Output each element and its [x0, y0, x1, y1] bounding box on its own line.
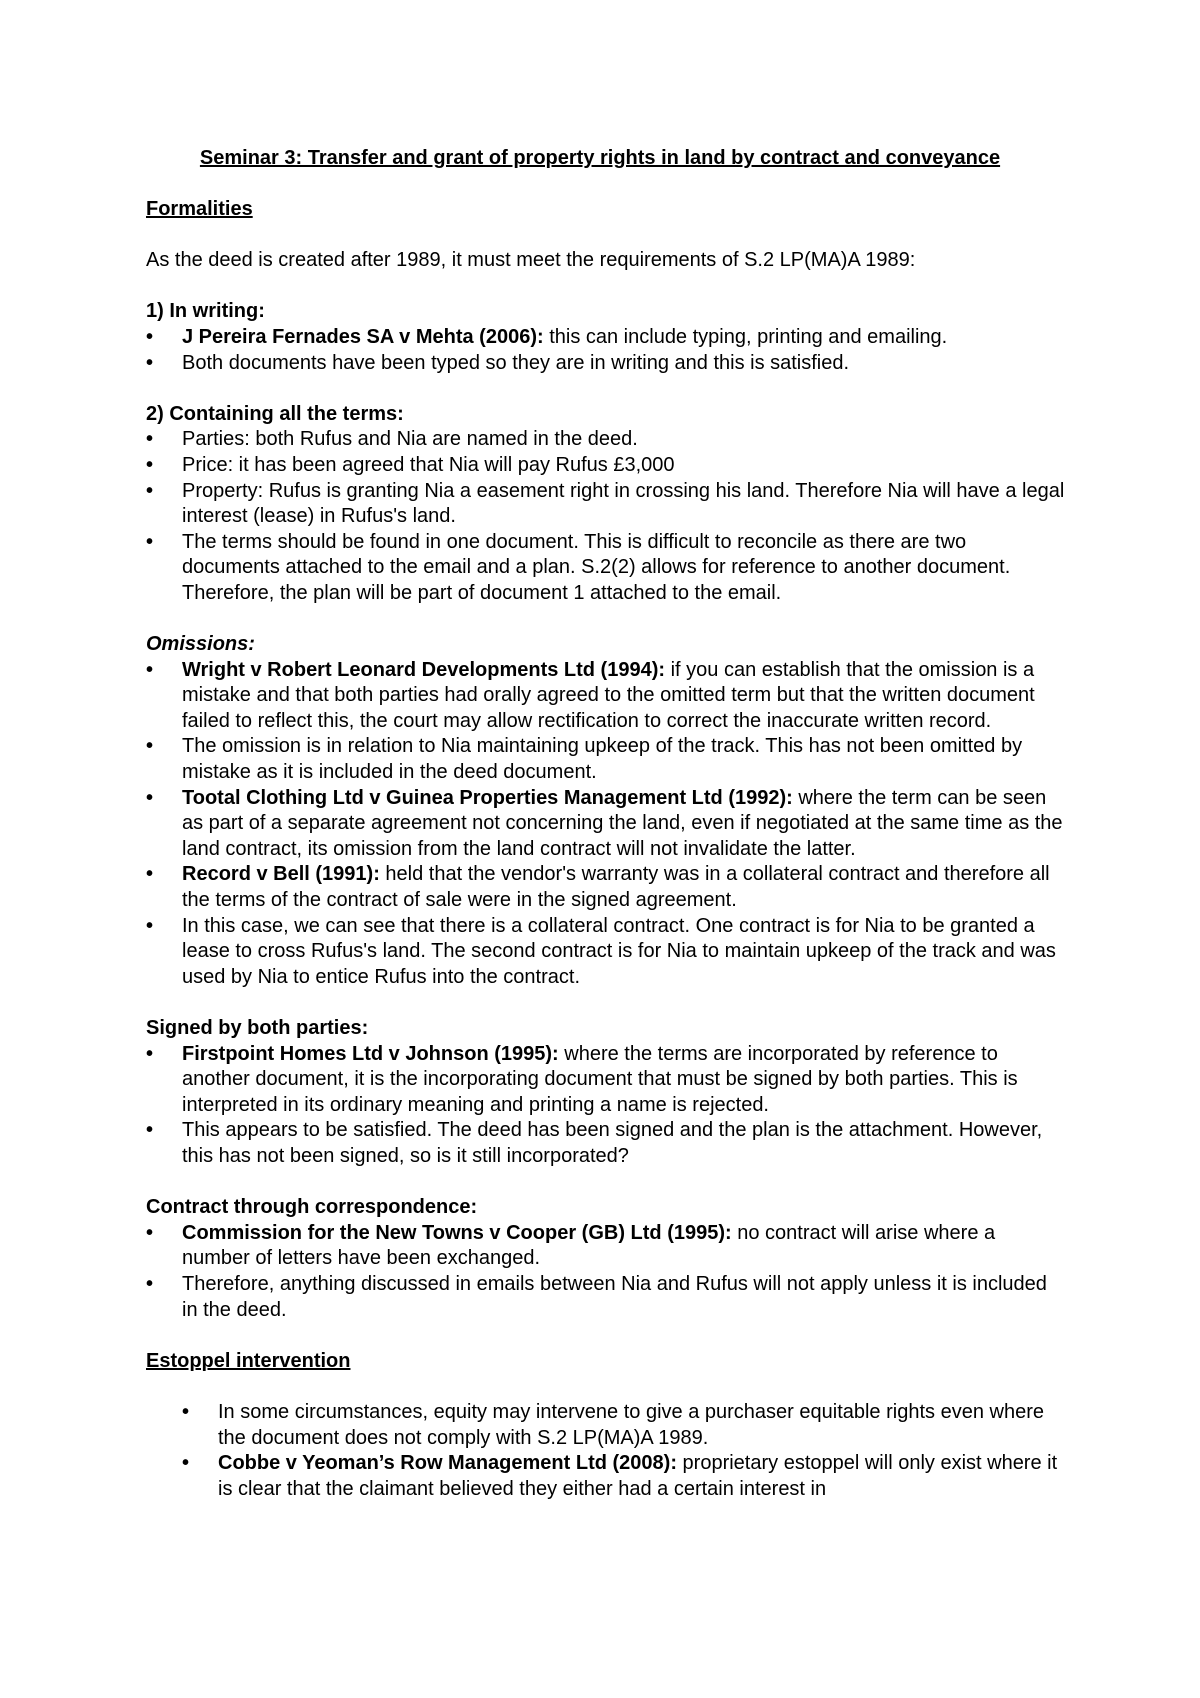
item-body: This appears to be satisfied. The deed has been signed and the plan is the attachment. However, this has not been signed, so is it still incorporated? [182, 1119, 1043, 1167]
estoppel-list [182, 1400, 1066, 1502]
writing-heading: 1) In writing: [146, 300, 265, 323]
estoppel-list-item [182, 1400, 1066, 1451]
correspondence-list-item [146, 1272, 1066, 1323]
correspondence-list-item [146, 1221, 1066, 1272]
item-body: held that the vendor's warranty was in a collateral contract and therefore all the terms of the contract of sale were in the signed agreement. [182, 863, 1050, 912]
omissions-list [146, 658, 1066, 991]
case-citation: Cobbe v Yeoman’s Row Management Ltd (2008): [218, 1452, 677, 1475]
item-body: The terms should be found in one document. This is difficult to reconcile as there are two documents attached to the email and a plan. S.2(2) allows for reference to another document. Therefore, the plan will be part of document 1 attached to the email. [182, 530, 1011, 604]
case-citation: Wright v Robert Leonard Developments Ltd (1994): [182, 658, 666, 681]
case-citation: Firstpoint Homes Ltd v Johnson (1995): [182, 1042, 559, 1065]
item-body: Therefore, anything discussed in emails between Nia and Rufus will not apply unless it is included in the deed. [182, 1272, 1047, 1321]
terms-list-item [146, 427, 1066, 453]
formalities-intro: As the deed is created after 1989, it must meet the requirements of S.2 LP(MA)A 1989: [146, 249, 916, 272]
bullet-icon: • [146, 479, 154, 502]
list-item-text [182, 326, 947, 348]
omissions-list-item [146, 786, 1066, 863]
correspondence-heading: Contract through correspondence: [146, 1196, 478, 1219]
writing-list-item [146, 325, 1066, 351]
case-citation: Record v Bell (1991): [182, 863, 380, 886]
terms-list-item [146, 453, 1066, 479]
signed-list-item [146, 1042, 1066, 1119]
terms-list [146, 427, 1066, 606]
list-item-text [182, 1222, 995, 1270]
document-body [146, 197, 1066, 1502]
case-citation: Commission for the New Towns v Cooper (GB) Ltd (1995): [182, 1221, 732, 1244]
omissions-list-item [146, 862, 1066, 913]
terms-list-item [146, 530, 1066, 607]
item-body: Property: Rufus is granting Nia a easement right in crossing his land. Therefore Nia will have a legal interest (lease) in Rufus's land. [182, 479, 1065, 528]
bullet-icon: • [146, 351, 154, 374]
bullet-icon: • [182, 1452, 190, 1475]
case-citation: Tootal Clothing Ltd v Guinea Properties Management Ltd (1992): [182, 786, 793, 809]
list-item-text [182, 659, 1035, 732]
signed-heading: Signed by both parties: [146, 1017, 369, 1039]
item-body: proprietary estoppel will only exist where it is clear that the claimant believed they either had a certain interest in [218, 1452, 1058, 1500]
bullet-icon: • [146, 1272, 154, 1295]
item-body: where the term can be seen as part of a separate agreement not concerning the land, even if negotiated at the same time as the land contract, its omission from the land contract will not invalidate the latter. [182, 786, 1063, 860]
bullet-icon: • [146, 1221, 154, 1244]
list-item-text [182, 454, 675, 476]
list-item-text [218, 1452, 1057, 1500]
page-title: Seminar 3: Transfer and grant of property rights in land by contract and conveyance [199, 147, 1001, 169]
item-body: Parties: both Rufus and Nia are named in the deed. [182, 428, 638, 451]
bullet-icon: • [146, 735, 154, 758]
correspondence-list [146, 1221, 1066, 1323]
list-item-text [182, 735, 1022, 783]
bullet-icon: • [146, 325, 154, 348]
list-item-text [182, 915, 1056, 988]
list-item-text [182, 531, 1010, 604]
list-item-text [182, 480, 1064, 528]
bullet-icon: • [182, 1400, 190, 1423]
list-item-text [182, 1043, 1018, 1116]
list-item-text [182, 863, 1050, 911]
item-body: this can include typing, printing and emailing. [543, 325, 948, 348]
list-item-text [182, 1273, 1047, 1321]
omissions-list-item [146, 914, 1066, 991]
omissions-list-item [146, 658, 1066, 735]
list-item-text [182, 787, 1063, 860]
omissions-list-item [146, 734, 1066, 785]
list-item-text [182, 428, 638, 450]
item-body: Price: it has been agreed that Nia will pay Rufus £3,000 [182, 453, 675, 476]
bullet-icon: • [146, 1119, 154, 1142]
signed-list-item [146, 1118, 1066, 1169]
omissions-heading: Omissions: [146, 633, 255, 656]
terms-heading: 2) Containing all the terms: [146, 402, 404, 425]
bullet-icon: • [146, 658, 154, 681]
bullet-icon: • [146, 1042, 154, 1065]
bullet-icon: • [146, 786, 154, 809]
item-body: The omission is in relation to Nia maintaining upkeep of the track. This has not been omitted by mistake as it is included in the deed document. [182, 735, 1023, 784]
item-body: In some circumstances, equity may intervene to give a purchaser equitable rights even where the document does not comply with S.2 LP(MA)A 1989. [218, 1400, 1044, 1449]
list-item-text [218, 1401, 1044, 1449]
estoppel-list-item [182, 1451, 1066, 1502]
estoppel-heading: Estoppel intervention [146, 1349, 351, 1372]
formalities-heading: Formalities [146, 198, 253, 220]
item-body: if you can establish that the omission is a mistake and that both parties had orally agreed to the omitted term but that the written document failed to reflect this, the court may allow rectification to correct the inaccurate written record. [182, 658, 1035, 732]
bullet-icon: • [146, 863, 154, 886]
writing-list [146, 325, 1066, 376]
case-citation: J Pereira Fernades SA v Mehta (2006): [182, 325, 544, 348]
terms-list-item [146, 479, 1066, 530]
bullet-icon: • [146, 453, 154, 476]
item-body: where the terms are incorporated by reference to another document, it is the incorporating document that must be signed by both parties. This is interpreted in its ordinary meaning and printing a name is rejected. [182, 1042, 1018, 1116]
writing-list-item [146, 351, 1066, 377]
item-body: In this case, we can see that there is a collateral contract. One contract is for Nia to be granted a lease to cross Rufus's land. The second contract is for Nia to maintain upkeep of the track and was used by Nia to entice Rufus into the contract. [182, 914, 1056, 988]
bullet-icon: • [146, 530, 154, 553]
list-item-text [182, 1119, 1042, 1167]
signed-list [146, 1042, 1066, 1170]
bullet-icon: • [146, 428, 154, 451]
item-body: Both documents have been typed so they are in writing and this is satisfied. [182, 351, 850, 374]
bullet-icon: • [146, 914, 154, 937]
item-body: no contract will arise where a number of letters have been exchanged. [182, 1221, 996, 1270]
list-item-text [182, 352, 849, 374]
